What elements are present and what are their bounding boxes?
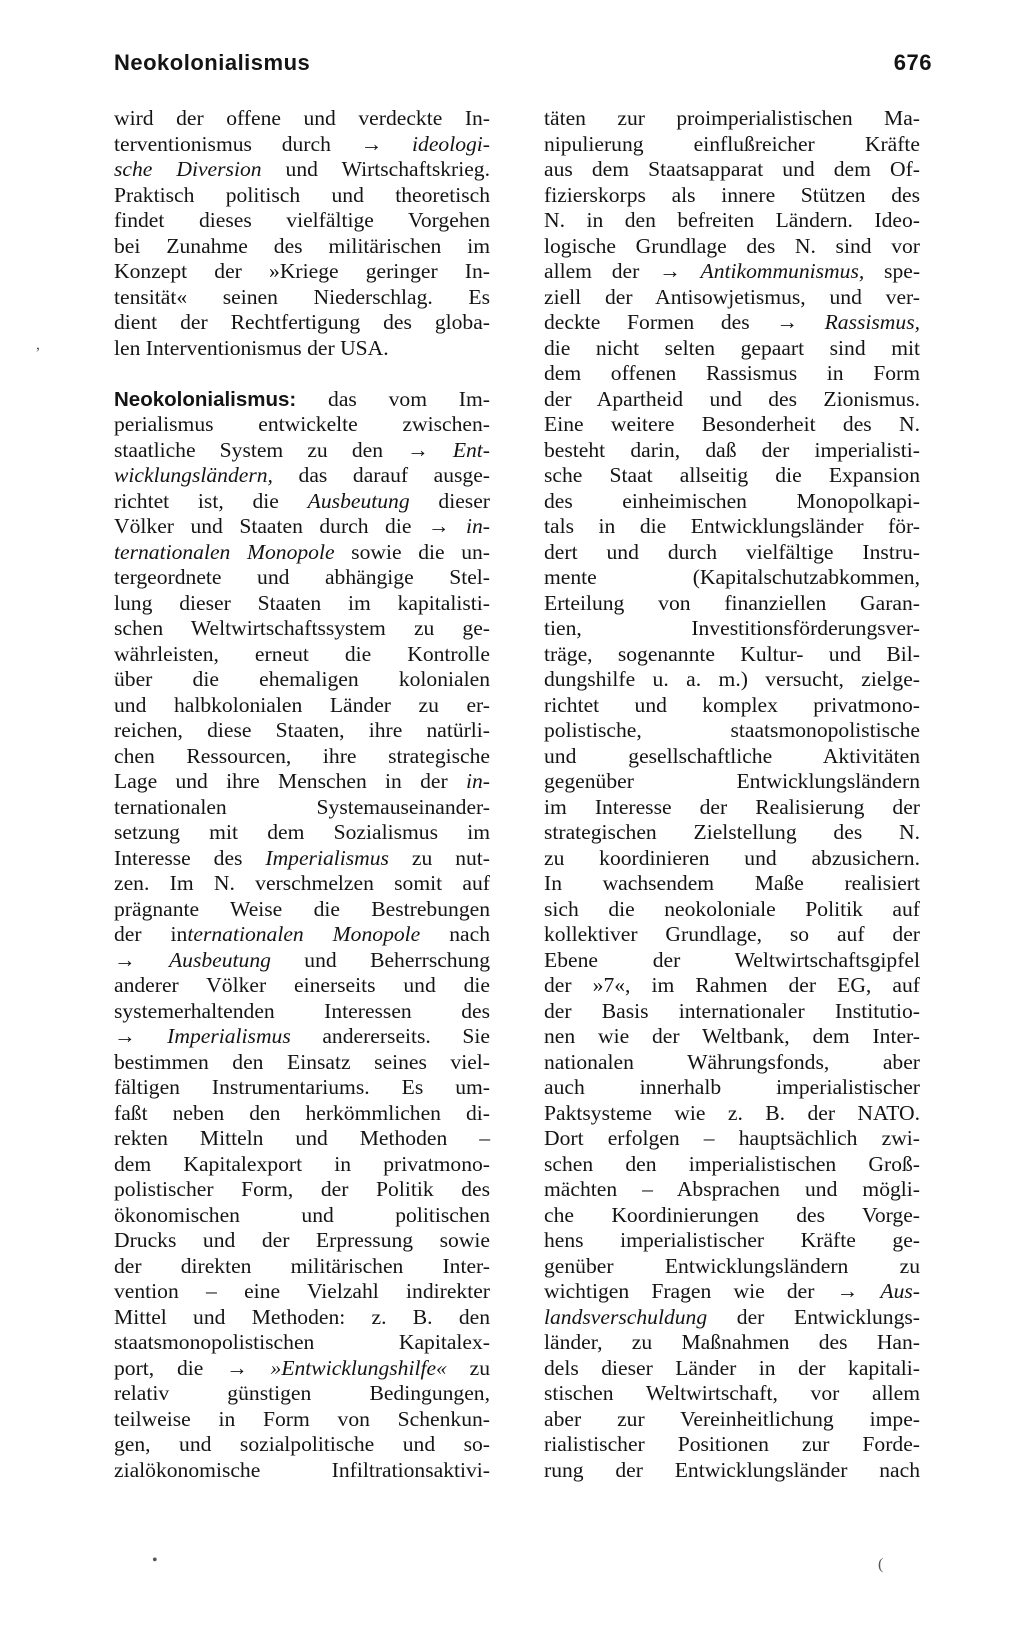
text-line: dem Kapitalexport in privatmono- [114, 1151, 490, 1176]
text-line: länder, zu Maßnahmen des Han- [544, 1330, 920, 1354]
running-head [114, 50, 932, 84]
text-line: Ebene der Weltwirtschaftsgipfel [544, 947, 920, 972]
text-line: allem der → Antikommunismus, spe- [544, 259, 921, 283]
cross-reference: Antikommunismus, [700, 259, 865, 283]
cross-reference: Ent- [452, 437, 490, 462]
cross-reference: landsverschuldung [544, 1304, 708, 1329]
cross-reference: Aus- [880, 1279, 920, 1303]
text-line: zen. Im N. verschmelzen somit auf [114, 871, 490, 895]
text-line: ziell der Antisowjetismus, und ver- [544, 284, 920, 309]
text-line: gen, und sozialpolitische und so- [114, 1432, 490, 1456]
text-line: tals in die Entwicklungsländer för- [544, 514, 920, 538]
text-line: setzung mit dem Sozialismus im [114, 820, 490, 844]
cross-reference: Imperialismus [265, 845, 389, 870]
text-line: Neokolonialismus: das vom Im- [114, 386, 490, 411]
text-line: gegenüber Entwicklungsländern [544, 769, 920, 793]
text-line: aus dem Staatsapparat und dem Of- [544, 157, 920, 181]
text-line: terventionismus durch → ideologi- [114, 131, 490, 156]
text-line: richtet ist, die Ausbeutung dieser [114, 488, 490, 513]
scan-speck: , [36, 336, 40, 353]
running-head-title: Neokolonialismus [114, 50, 311, 75]
text-line: perialismus entwickelte zwischen- [114, 412, 490, 436]
paragraph-gap [114, 361, 490, 387]
cross-reference: in- [466, 514, 490, 538]
text-line: wicklungsländern, das darauf ausge- [114, 463, 490, 487]
text-line: ternationalen Systemauseinander- [114, 794, 490, 819]
text-line: mächten – Absprachen und mögli- [544, 1177, 920, 1201]
scan-speck: ( [878, 1556, 884, 1573]
cross-reference: »Entwicklungshilfe« [270, 1355, 447, 1380]
text-line: vention – eine Vielzahl indirekter [114, 1279, 490, 1303]
text-line: logische Grundlage des N. sind vor [544, 233, 920, 258]
text-line: len Interventionismus der USA. [114, 335, 389, 360]
page-number: 676 [893, 50, 932, 75]
text-line: → Imperialismus andererseits. Sie [114, 1024, 490, 1048]
text-line: systemerhaltenden Interessen des [114, 998, 490, 1023]
text-line: nationalen Währungsfonds, aber [544, 1049, 920, 1074]
text-line: der direkten militärischen Inter- [114, 1253, 490, 1278]
text-line: findet dieses vielfältige Vorgehen [114, 208, 490, 232]
text-line: genüber Entwicklungsländern zu [544, 1253, 920, 1278]
text-line: chen Ressourcen, ihre strategische [114, 743, 490, 768]
text-line: relativ günstigen Bedingungen, [114, 1381, 490, 1405]
text-line: währleisten, erneut die Kontrolle [114, 641, 490, 666]
text-line: port, die → »Entwicklungshilfe« zu [114, 1355, 491, 1380]
text-line: In wachsendem Maße realisiert [544, 871, 920, 895]
text-line: auch innerhalb imperialistischer [544, 1075, 920, 1099]
text-line: dert und durch vielfältige Instru- [544, 539, 920, 564]
text-line: prägnante Weise die Bestrebungen [114, 896, 490, 921]
text-line: N. in den befreiten Ländern. Ideo- [544, 208, 920, 232]
text-line: che Koordinierungen des Vorge- [544, 1202, 920, 1227]
text-line: hens imperialistischer Kräfte ge- [544, 1228, 920, 1252]
text-line: rekten Mitteln und Methoden – [114, 1126, 490, 1150]
cross-reference: Ausbeutung [307, 488, 410, 513]
text-line: nen wie der Weltbank, dem Inter- [544, 1024, 920, 1048]
text-line: ökonomischen und politischen [114, 1202, 490, 1227]
text-line: zu koordinieren und abzusichern. [544, 845, 920, 870]
text-line: bei Zunahme des militärischen im [114, 233, 490, 258]
text-line: wird der offene und verdeckte In- [114, 106, 490, 130]
text-line: dels dieser Länder in der kapitali- [544, 1355, 920, 1380]
text-column-left [114, 106, 490, 1483]
entry-headword: Neokolonialismus: [114, 387, 297, 411]
text-line: sche Diversion und Wirtschaftskrieg. [114, 157, 490, 181]
text-line: polistische, staatsmonopolistische [544, 718, 920, 742]
text-line: über die ehemaligen kolonialen [114, 667, 490, 691]
text-line: Erteilung von finanziellen Garan- [544, 590, 920, 615]
text-line: reichen, diese Staaten, ihre natürli- [114, 718, 490, 742]
text-line: landsverschuldung der Entwicklungs- [544, 1304, 920, 1329]
text-line: bestimmen den Einsatz seines viel- [114, 1049, 490, 1074]
text-line: Konzept der »Kriege geringer In- [114, 259, 490, 283]
text-line: ternationalen Monopole sowie die un- [114, 539, 490, 564]
text-line: des einheimischen Monopolkapi- [544, 488, 920, 513]
text-line: Völker und Staaten durch die → in- [114, 514, 490, 538]
text-line: stischen Weltwirtschaft, vor allem [544, 1381, 920, 1405]
text-line: die nicht selten gepaart sind mit [544, 335, 920, 360]
text-line: der »7«, im Rahmen der EG, auf [544, 973, 920, 997]
text-line: rialistischer Positionen zur Forde- [544, 1432, 920, 1456]
text-line: sich die neokoloniale Politik auf [544, 896, 920, 921]
text-line: der internationalen Monopole nach [114, 922, 490, 946]
cross-reference: sche Diversion [114, 157, 262, 181]
cross-reference: Imperialismus [167, 1024, 291, 1048]
text-line: polistischer Form, der Politik des [114, 1177, 490, 1201]
text-line: staatsmonopolistischen Kapitalex- [114, 1330, 490, 1354]
text-line: anderer Völker einerseits und die [114, 973, 490, 997]
text-line: Interesse des Imperialismus zu nut- [114, 845, 490, 870]
text-line: deckte Formen des → Rassismus, [544, 310, 920, 334]
cross-reference: ternationalen Monopole [187, 922, 421, 946]
text-line: und gesellschaftliche Aktivitäten [544, 743, 920, 768]
text-line: besteht darin, daß der imperialisti- [544, 437, 920, 462]
text-line: kollektiver Grundlage, so auf der [544, 922, 920, 946]
text-line: aber zur Vereinheitlichung impe- [544, 1406, 920, 1431]
cross-reference: in- [466, 769, 490, 793]
text-line: lung dieser Staaten im kapitalisti- [114, 590, 490, 615]
text-line: täten zur proimperialistischen Ma- [544, 106, 920, 130]
text-line: zialökonomische Infiltrationsaktivi- [114, 1457, 490, 1482]
cross-reference: Rassismus, [824, 310, 920, 334]
text-line: Paktsysteme wie z. B. der NATO. [544, 1100, 920, 1125]
text-line: Praktisch politisch und theoretisch [114, 182, 490, 207]
text-line: fältigen Instrumentariums. Es um- [114, 1075, 490, 1099]
text-line: tien, Investitionsförderungsver- [544, 616, 920, 640]
text-line: dem offenen Rassismus in Form [544, 361, 920, 385]
text-line: Mittel und Methoden: z. B. den [114, 1304, 490, 1329]
text-line: Drucks und der Erpressung sowie [114, 1228, 490, 1252]
text-line: sche Staat allseitig die Expansion [544, 463, 920, 487]
text-line: im Interesse der Realisierung der [544, 794, 920, 819]
text-line: wichtigen Fragen wie der → Aus- [544, 1279, 920, 1303]
text-line: rung der Entwicklungsländer nach [544, 1457, 920, 1482]
text-line: und halbkolonialen Länder zu er- [114, 692, 490, 717]
text-line: → Ausbeutung und Beherrschung [114, 947, 490, 972]
text-line: faßt neben den herkömmlichen di- [114, 1100, 490, 1125]
text-line: Eine weitere Besonderheit des N. [544, 412, 920, 436]
text-line: richtet und komplex privatmono- [544, 692, 920, 717]
cross-reference: Ausbeutung [168, 947, 271, 972]
text-line: der Apartheid und des Zionismus. [544, 386, 920, 411]
text-line: teilweise in Form von Schenkun- [114, 1406, 490, 1431]
scan-speck: • [152, 1552, 158, 1569]
text-line: nipulierung einflußreicher Kräfte [544, 131, 920, 156]
text-line: träge, sogenannte Kultur- und Bil- [544, 641, 920, 666]
text-line: der Basis internationaler Institutio- [544, 998, 920, 1023]
text-line: Lage und ihre Menschen in der in- [114, 769, 490, 793]
text-line: tergeordnete und abhängige Stel- [114, 565, 490, 589]
text-line: Dort erfolgen – hauptsächlich zwi- [544, 1126, 920, 1150]
text-line: mente (Kapitalschutzabkommen, [544, 565, 920, 589]
text-line: dungshilfe u. a. m.) versucht, zielge- [544, 667, 920, 691]
text-line: staatliche System zu den → Ent- [114, 437, 490, 462]
text-line: strategischen Zielstellung des N. [544, 820, 920, 844]
cross-reference: ternationalen Monopole [114, 539, 335, 564]
text-line: schen den imperialistischen Groß- [544, 1151, 920, 1176]
cross-reference: wicklungsländern, [114, 463, 273, 487]
text-column-right [544, 106, 920, 1483]
cross-reference: ideologi- [412, 131, 490, 156]
text-line: tensität« seinen Niederschlag. Es [114, 284, 490, 309]
text-line: schen Weltwirtschaftssystem zu ge- [114, 616, 490, 640]
text-line: fizierskorps als innere Stützen des [544, 182, 920, 207]
text-line: dient der Rechtfertigung des globa- [114, 310, 490, 334]
